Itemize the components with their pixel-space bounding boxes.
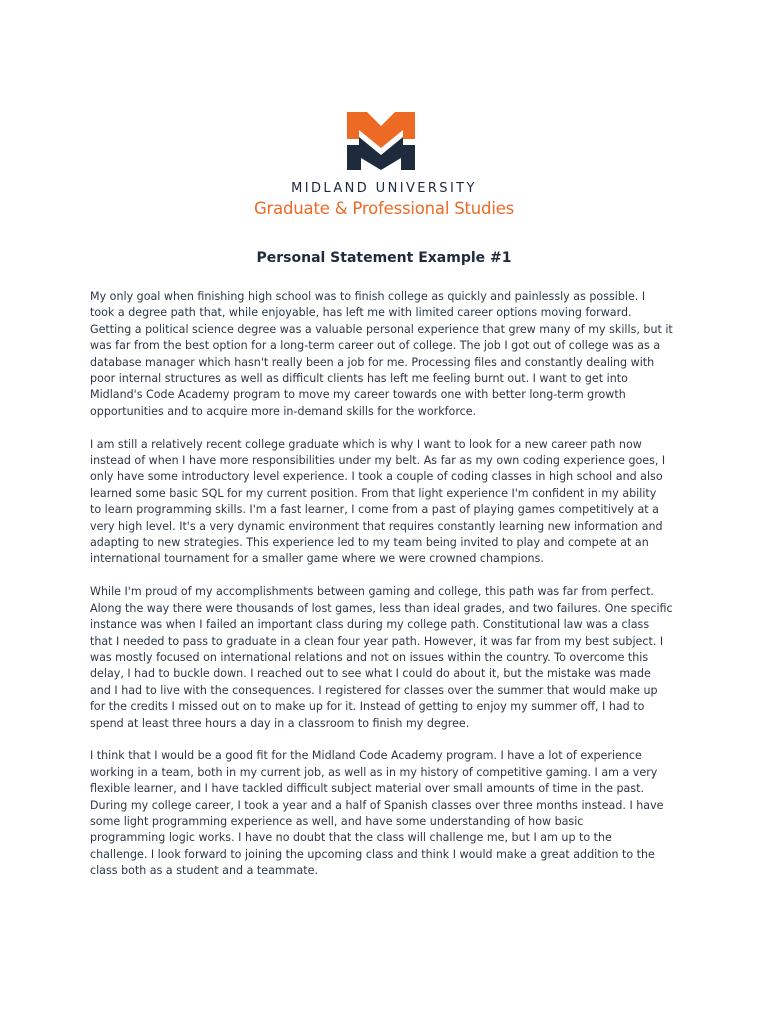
- text-line: instance was when I failed an important class during my college path. Constitutional law was a class: [90, 618, 650, 632]
- text-line: programming logic works. I have no doubt that the class will challenge me, but I am up to the: [90, 831, 612, 845]
- text-line: While I'm proud of my accomplishments between gaming and college, this path was far from perfect.: [90, 585, 654, 599]
- text-line: took a degree path that, while enjoyable, has left me with limited career options moving forward.: [90, 306, 632, 320]
- text-line: to learn programming skills. I'm a fast learner, I come from a past of playing games competitively at a: [90, 503, 659, 517]
- document-title: Personal Statement Example #1: [256, 250, 512, 266]
- text-line: adapting to new strategies. This experience led to my team being invited to play and compete at an: [90, 536, 649, 550]
- text-line: My only goal when finishing high school was to finish college as quickly and painlessly as possible. I: [90, 290, 646, 303]
- text-line: poor internal structures as well as difficult clients has left me feeling burnt out. I want to get into: [90, 372, 628, 386]
- university-name: MIDLAND UNIVERSITY: [291, 181, 477, 196]
- text-line: delay, I had to buckle down. I reached out to see what I could do about it, but the mistake was made: [90, 667, 651, 681]
- text-line: I am still a relatively recent college graduate which is why I want to look for a new career path now: [90, 437, 642, 451]
- text-line: I think that I would be a good fit for the Midland Code Academy program. I have a lot of experience: [90, 749, 642, 763]
- text-line: database manager which hasn't really been a job for me. Processing files and constantly dealing with: [90, 355, 655, 369]
- text-line: flexible learner, and I have tackled difficult subject material over small amounts of time in the past.: [90, 782, 645, 796]
- text-line: Along the way there were thousands of lost games, less than ideal grades, and two failures. One specific: [90, 601, 673, 615]
- paragraph-2: [90, 437, 680, 568]
- text-line: learned some basic SQL for my current position. From that light experience I'm confident in my ability: [90, 486, 657, 500]
- paragraph-4: [90, 748, 680, 879]
- text-line: challenge. I look forward to joining the upcoming class and think I would make a great addition to the: [90, 847, 655, 861]
- text-line: instead of when I have more responsibilities under my belt. As far as my own coding experience goes, I: [90, 454, 666, 468]
- text-line: that I needed to pass to graduate in a clean four year path. However, it was far from my best subject. I: [90, 634, 664, 648]
- text-line: During my college career, I took a year and a half of Spanish classes over three months instead. I have: [90, 798, 664, 812]
- text-line: for the credits I missed out on to make up for it. Instead of getting to enjoy my summer off, I had to: [90, 700, 645, 714]
- text-line: working in a team, both in my current job, as well as in my history of competitive gaming. I am a very: [90, 765, 658, 779]
- paragraph-3: [90, 584, 680, 732]
- text-line: international tournament for a smaller game where we were crowned champions.: [90, 552, 544, 566]
- text-line: spend at least three hours a day in a classroom to finish my degree.: [90, 716, 470, 730]
- graduate-studies-subtitle: Graduate & Professional Studies: [253, 199, 515, 218]
- text-line: some light programming experience as well, and have some understanding of how basic: [90, 814, 584, 828]
- paragraph-1: [90, 289, 680, 420]
- text-line: was far from the best option for a long-term career out of college. The job I got out of college was as a: [90, 339, 661, 353]
- text-line: class both as a student and a teammate.: [90, 864, 318, 878]
- statement-body: [90, 289, 680, 896]
- text-line: and I had to live with the consequences. I registered for classes over the summer that would make up: [90, 683, 658, 697]
- text-line: Midland's Code Academy program to move my career towards one with better long-term growth: [90, 388, 626, 402]
- text-line: Getting a political science degree was a valuable personal experience that grew many of my skills, but it: [90, 322, 673, 336]
- text-line: very high level. It's a very dynamic environment that requires constantly learning new information and: [90, 519, 663, 533]
- text-line: was mostly focused on international relations and not on issues within the country. To overcome this: [90, 650, 649, 664]
- text-line: opportunities and to acquire more in-demand skills for the workforce.: [90, 404, 477, 418]
- midland-m-logo-icon: [347, 112, 415, 170]
- text-line: only have some introductory level experience. I took a couple of coding classes in high school and also: [90, 470, 663, 484]
